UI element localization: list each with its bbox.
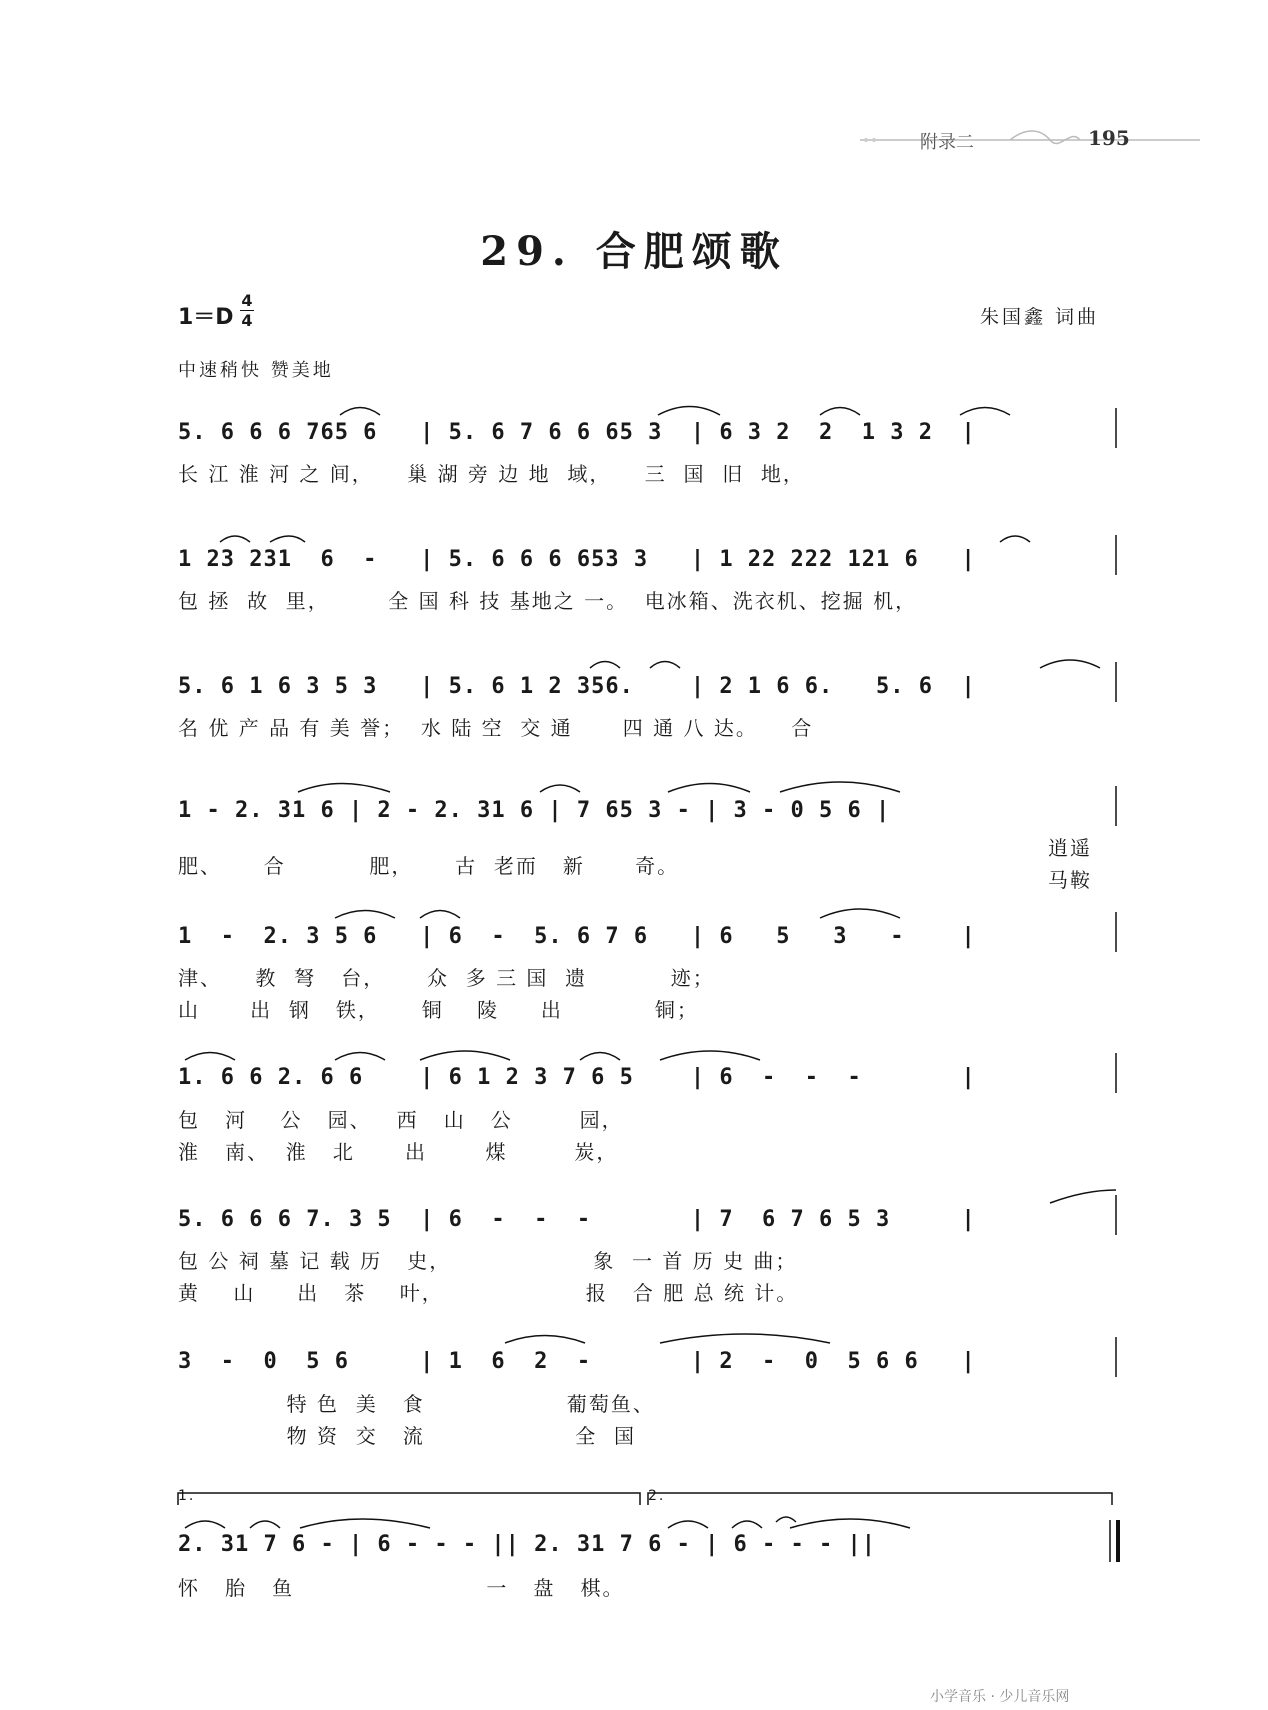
side-lyric-2: 马鞍 — [1048, 868, 1092, 892]
lyrics-row-4: 肥、 合 肥， 古 老而 新 奇。 — [178, 854, 680, 878]
side-lyric-1: 逍遥 — [1048, 836, 1092, 860]
notation-row-9: 2. 31 7 6 - | 6 - - - || 2. 31 7 6 - | 6 - - - || — [178, 1532, 877, 1557]
lyrics-row-5b: 山 出 钢 铁， 铜 陵 出 铜； — [178, 998, 699, 1022]
lyrics-row-9: 怀 胎 鱼 一 盘 棋。 — [178, 1576, 625, 1600]
composer-credit: 朱国鑫 词曲 — [980, 306, 1100, 328]
lyrics-row-2: 包 拯 故 里， 全 国 科 技 基地之 一。 电冰箱、洗衣机、挖掘 机， — [178, 589, 918, 613]
volta-2-label: 2. — [648, 1488, 666, 1504]
lyrics-row-7a: 包 公 祠 墓 记 载 历 史， 象 一 首 历 史 曲； — [178, 1249, 798, 1273]
notation-row-5: 1 - 2. 3 5 6 | 6 - 5. 6 7 6 | 6 5 3 - | — [178, 924, 976, 949]
notation-row-7: 5. 6 6 6 7. 3 5 | 6 - - - | 7 6 7 6 5 3 | — [178, 1207, 976, 1232]
notation-row-8: 3 - 0 5 6 | 1 6 2 - | 2 - 0 5 6 6 | — [178, 1349, 976, 1374]
time-sig-bottom: 4 — [241, 311, 253, 330]
song-title: 29. 合肥颂歌 — [480, 228, 788, 275]
lyrics-row-3: 名 优 产 品 有 美 誉； 水 陆 空 交 通 四 通 八 达。 合 — [178, 716, 814, 740]
time-sig-top: 4 — [241, 291, 253, 310]
key-signature: 1＝D — [178, 305, 234, 330]
section-label: 附录二 — [920, 132, 974, 153]
lyrics-row-8a: 特 色 美 食 葡萄鱼、 — [178, 1392, 655, 1416]
lyrics-row-7b: 黄 山 出 茶 叶， 报 合 肥 总 统 计。 — [178, 1281, 799, 1305]
notation-row-3: 5. 6 1 6 3 5 3 | 5. 6 1 2 356. | 2 1 6 6. 5. 6 | — [178, 674, 976, 699]
notation-row-1: 5. 6 6 6 765 6 | 5. 6 7 6 6 65 3 | 6 3 2 2 1 3 2 | — [178, 420, 976, 445]
notation-row-2: 1 23 231 6 - | 5. 6 6 6 653 3 | 1 22 222 121 6 | — [178, 547, 976, 572]
page-number: 195 — [1088, 126, 1130, 150]
lyrics-row-6a: 包 河 公 园、 西 山 公 园， — [178, 1108, 624, 1132]
lyrics-row-8b: 物 资 交 流 全 国 — [178, 1424, 636, 1448]
volta-1-label: 1. — [178, 1488, 196, 1504]
lyrics-row-1: 长 江 淮 河 之 间， 巢 湖 旁 边 地 域， 三 国 旧 地， — [178, 462, 805, 486]
lyrics-row-6b: 淮 南、 淮 北 出 煤 炭， — [178, 1140, 619, 1164]
tempo-marking: 中速稍快 赞美地 — [178, 360, 334, 381]
footer-watermark: 小学音乐 · 少儿音乐网 — [930, 1689, 1070, 1705]
notation-row-6: 1. 6 6 2. 6 6 | 6 1 2 3 7 6 5 | 6 - - - | — [178, 1065, 976, 1090]
lyrics-row-5a: 津、 教 弩 台， 众 多 三 国 遗 迹； — [178, 966, 715, 990]
notation-row-4: 1 - 2. 31 6 | 2 - 2. 31 6 | 7 65 3 - | 3 - 0 5 6 | — [178, 798, 891, 823]
